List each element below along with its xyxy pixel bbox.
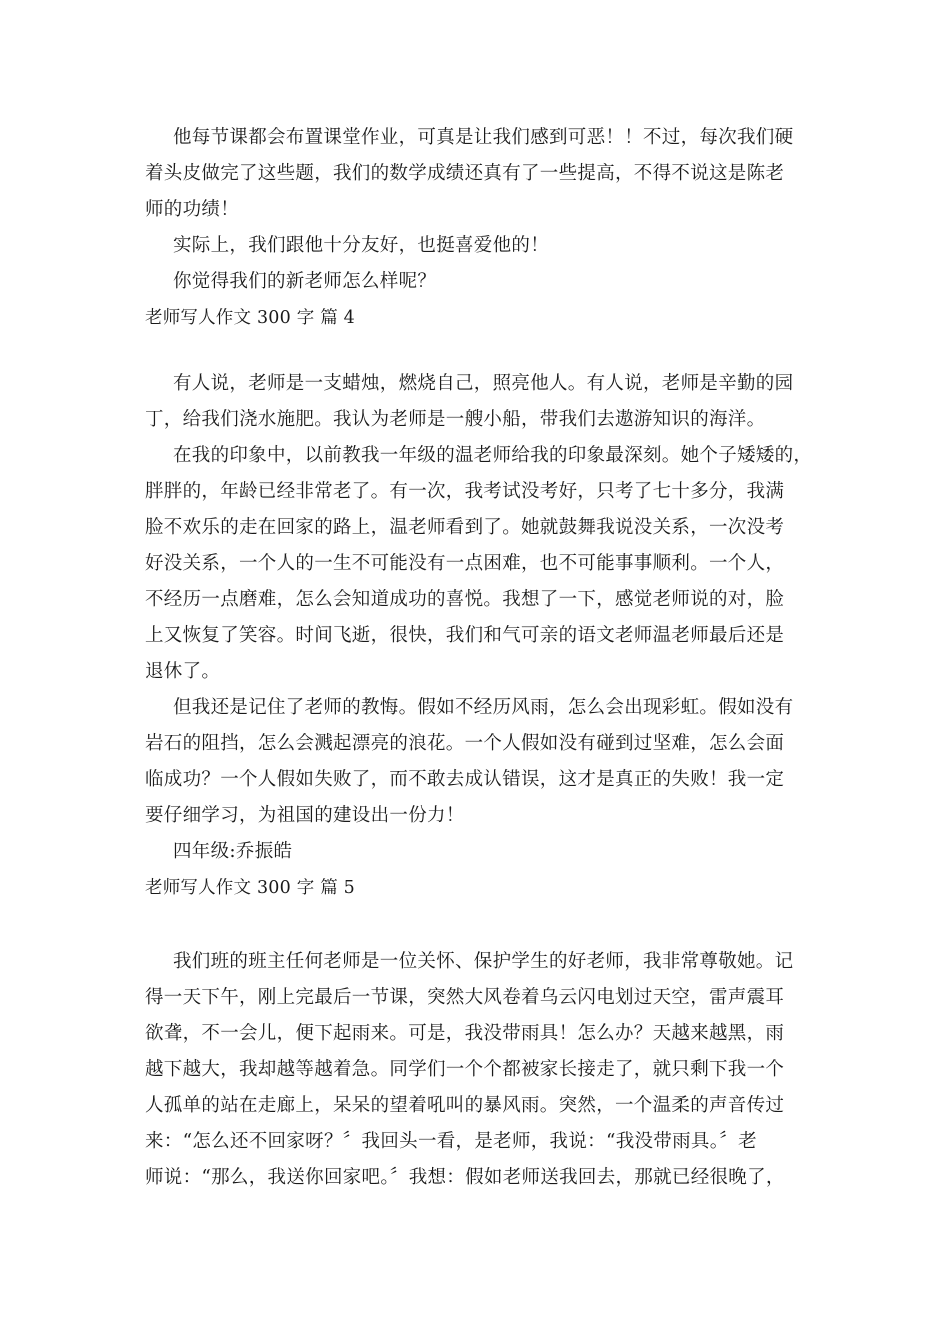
- paragraph-line: 有人说，老师是一支蜡烛，燃烧自己，照亮他人。有人说，老师是辛勤的园: [173, 373, 794, 394]
- section-5-heading: 老师写人作文 300 字 篇 5: [145, 878, 355, 898]
- paragraph-line: 实际上，我们跟他十分友好，也挺喜爱他的！: [173, 235, 550, 256]
- paragraph-line: 不经历一点磨难，怎么会知道成功的喜悦。我想了一下，感觉老师说的对，脸: [145, 589, 785, 610]
- paragraph-line: 胖胖的，年龄已经非常老了。有一次，我考试没考好，只考了七十多分，我满: [145, 481, 785, 502]
- paragraph-line: 但我还是记住了老师的教悔。假如不经历风雨，怎么会出现彩虹。假如没有: [173, 697, 794, 718]
- paragraph-line: 我们班的班主任何老师是一位关怀、保护学生的好老师，我非常尊敬她。记: [173, 951, 794, 972]
- paragraph-line: 丁，给我们浇水施肥。我认为老师是一艘小船，带我们去遨游知识的海洋。: [145, 409, 766, 430]
- paragraph-line: 岩石的阻挡，怎么会溅起漂亮的浪花。一个人假如没有碰到过坚难，怎么会面: [145, 733, 785, 754]
- paragraph-line: 越下越大，我却越等越着急。同学们一个个都被家长接走了，就只剩下我一个: [145, 1059, 785, 1080]
- paragraph-line: 师的功绩！: [145, 199, 240, 220]
- author-signature: 四年级:乔振皓: [173, 841, 293, 862]
- paragraph-line: 他每节课都会布置课堂作业，可真是让我们感到可恶！！不过，每次我们硬: [173, 127, 794, 148]
- paragraph-line: 在我的印象中，以前教我一年级的温老师给我的印象最深刻。她个子矮矮的，: [173, 445, 813, 466]
- paragraph-line: 临成功？一个人假如失败了，而不敢去成认错误，这才是真正的失败！我一定: [145, 769, 785, 790]
- paragraph-line: 好没关系，一个人的一生不可能没有一点困难，也不可能事事顺利。一个人，: [145, 553, 785, 574]
- paragraph-line: 着头皮做完了这些题，我们的数学成绩还真有了一些提高，不得不说这是陈老: [145, 163, 785, 184]
- paragraph-line: 欲聋，不一会儿，便下起雨来。可是，我没带雨具！怎么办？天越来越黑，雨: [145, 1023, 785, 1044]
- paragraph-line: 来：“怎么还不回家呀？〞我回头一看，是老师，我说：“我没带雨具。〞老: [145, 1131, 757, 1152]
- paragraph-line: 上又恢复了笑容。时间飞逝，很快，我们和气可亲的语文老师温老师最后还是: [145, 625, 785, 646]
- section-3-body: [145, 120, 825, 336]
- paragraph-line: 退休了。: [145, 661, 221, 682]
- section-4-body: [145, 366, 825, 906]
- paragraph-line: 师说：“那么，我送你回家吧。〞我想：假如老师送我回去，那就已经很晚了，: [145, 1167, 785, 1188]
- paragraph-line: 你觉得我们的新老师怎么样呢？: [173, 271, 437, 292]
- paragraph-line: 要仔细学习，为祖国的建设出一份力！: [145, 805, 465, 826]
- paragraph-line: 脸不欢乐的走在回家的路上，温老师看到了。她就鼓舞我说没关系，一次没考: [145, 517, 785, 538]
- section-4-heading: 老师写人作文 300 字 篇 4: [145, 308, 355, 328]
- paragraph-line: 得一天下午，刚上完最后一节课，突然大风卷着乌云闪电划过天空，雷声震耳: [145, 987, 785, 1008]
- paragraph-line: 人孤单的站在走廊上，呆呆的望着吼叫的暴风雨。突然，一个温柔的声音传过: [145, 1095, 785, 1116]
- section-5-body: [145, 944, 825, 1196]
